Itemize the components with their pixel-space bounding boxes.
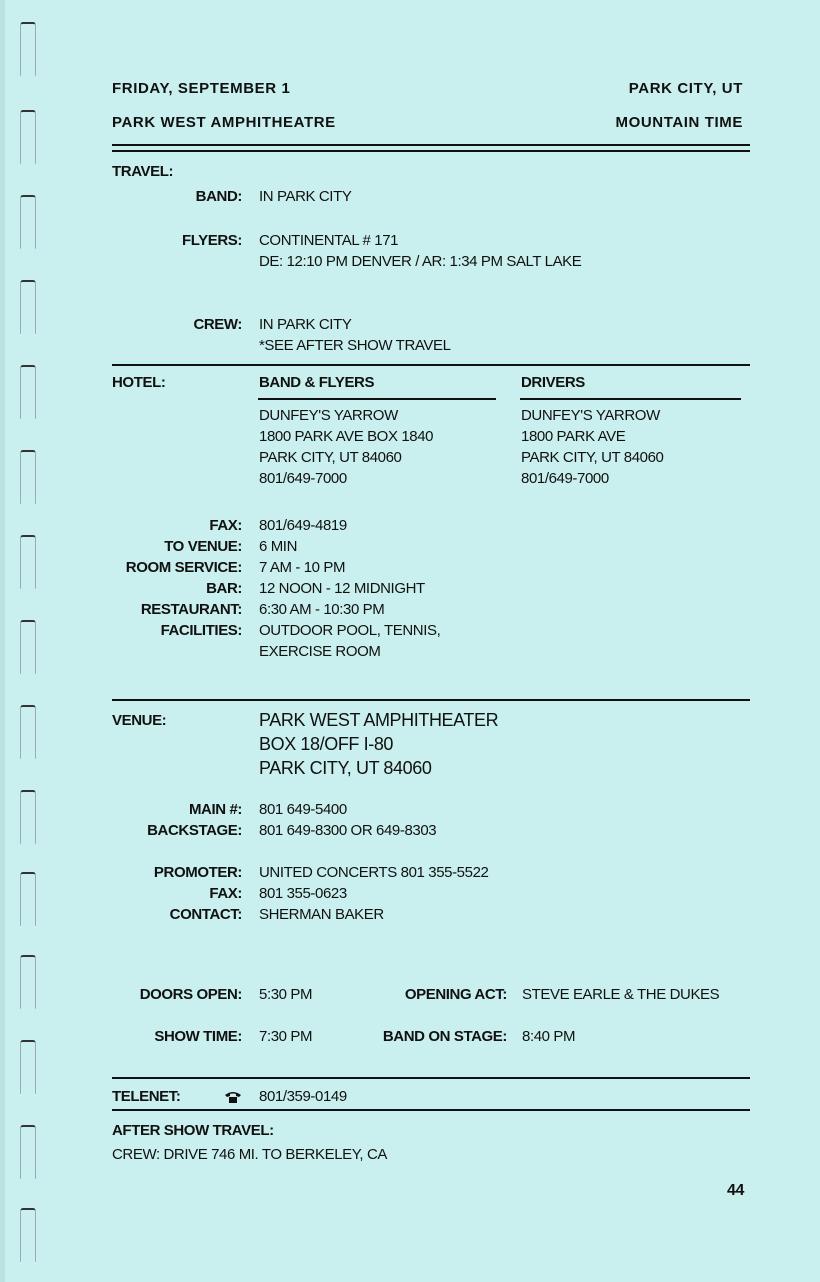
hotel-col1-line: DUNFEY'S YARROW <box>259 407 398 424</box>
binder-hole <box>20 1125 36 1179</box>
header-timezone: MOUNTAIN TIME <box>615 114 743 131</box>
venue-main-label: MAIN #: <box>188 801 242 818</box>
hotel-col1-title: BAND & FLYERS <box>259 374 375 391</box>
after-show-text: CREW: DRIVE 746 MI. TO BERKELEY, CA <box>112 1146 387 1163</box>
telephone-icon <box>224 1090 242 1109</box>
venue-backstage-label: BACKSTAGE: <box>147 822 242 839</box>
venue-heading: VENUE: <box>112 712 167 729</box>
header-city: PARK CITY, UT <box>628 80 743 97</box>
hotel-detail-label: FAX: <box>209 517 242 534</box>
hotel-rule <box>112 699 750 701</box>
hotel-detail-value: 6:30 AM - 10:30 PM <box>259 601 385 618</box>
venue-contact-value: SHERMAN BAKER <box>259 906 384 923</box>
hotel-col2-line: 801/649-7000 <box>521 470 609 487</box>
venue-address-line: BOX 18/OFF I-80 <box>259 734 394 754</box>
travel-flyers-label: FLYERS: <box>182 232 242 249</box>
travel-rule <box>112 364 750 366</box>
hotel-detail-label: TO VENUE: <box>164 538 242 555</box>
hotel-facilities-line2: EXERCISE ROOM <box>259 643 381 660</box>
hotel-detail-label: RESTAURANT: <box>140 601 242 618</box>
venue-onstage-value: 8:40 PM <box>522 1028 576 1045</box>
venue-opening-value: STEVE EARLE & THE DUKES <box>522 986 720 1003</box>
travel-crew-label: CREW: <box>193 316 242 333</box>
venue-doors-label: DOORS OPEN: <box>139 986 242 1003</box>
binder-hole <box>20 22 36 76</box>
venue-onstage-label: BAND ON STAGE: <box>382 1028 507 1045</box>
hotel-detail-value: OUTDOOR POOL, TENNIS, <box>259 622 441 639</box>
hotel-detail-value: 801/649-4819 <box>259 517 347 534</box>
header-date: FRIDAY, SEPTEMBER 1 <box>112 80 291 97</box>
venue-contact-label: CONTACT: <box>169 906 242 923</box>
travel-heading: TRAVEL: <box>112 163 174 180</box>
travel-crew-line2: *SEE AFTER SHOW TRAVEL <box>259 337 451 354</box>
travel-band-value: IN PARK CITY <box>259 188 352 205</box>
venue-main-value: 801 649-5400 <box>259 801 347 818</box>
hotel-col1-line: PARK CITY, UT 84060 <box>259 449 402 466</box>
binder-hole <box>20 110 36 164</box>
hotel-heading: HOTEL: <box>112 374 166 391</box>
hotel-detail-value: 12 NOON - 12 MIDNIGHT <box>259 580 425 597</box>
hotel-detail-label: BAR: <box>206 580 242 597</box>
telenet-rule <box>112 1109 750 1111</box>
venue-fax-label: FAX: <box>209 885 242 902</box>
venue-show-label: SHOW TIME: <box>154 1028 242 1045</box>
hotel-col2-line: DUNFEY'S YARROW <box>521 407 660 424</box>
page-edge <box>0 0 5 1282</box>
hotel-detail-label: FACILITIES: <box>160 622 242 639</box>
hotel-detail-label: ROOM SERVICE: <box>125 559 242 576</box>
after-show-heading: AFTER SHOW TRAVEL: <box>112 1122 274 1139</box>
venue-promoter-value: UNITED CONCERTS 801 355-5522 <box>259 864 489 881</box>
binder-hole <box>20 365 36 419</box>
venue-doors-value: 5:30 PM <box>259 986 313 1003</box>
binder-hole <box>20 705 36 759</box>
header-rule-1 <box>112 144 750 146</box>
hotel-detail-value: 7 AM - 10 PM <box>259 559 346 576</box>
venue-fax-value: 801 355-0623 <box>259 885 347 902</box>
hotel-col1-line: 801/649-7000 <box>259 470 347 487</box>
travel-band-label: BAND: <box>195 188 242 205</box>
venue-address-line: PARK CITY, UT 84060 <box>259 758 432 778</box>
venue-address-line: PARK WEST AMPHITHEATER <box>259 710 499 730</box>
venue-show-value: 7:30 PM <box>259 1028 313 1045</box>
telenet-value: 801/359-0149 <box>259 1088 347 1105</box>
travel-crew-line1: IN PARK CITY <box>259 316 352 333</box>
hotel-col2-title: DRIVERS <box>521 374 585 391</box>
venue-opening-label: OPENING ACT: <box>404 986 507 1003</box>
travel-flyers-line2: DE: 12:10 PM DENVER / AR: 1:34 PM SALT LAKE <box>259 253 582 270</box>
hotel-col1-rule <box>258 398 496 400</box>
header-rule-2 <box>112 150 750 152</box>
travel-flyers-line1: CONTINENTAL # 171 <box>259 232 399 249</box>
venue-backstage-value: 801 649-8300 OR 649-8303 <box>259 822 437 839</box>
page-number: 44 <box>727 1182 744 1199</box>
hotel-col2-line: 1800 PARK AVE <box>521 428 626 445</box>
binder-hole <box>20 1040 36 1094</box>
binder-hole <box>20 1208 36 1262</box>
venue-rule <box>112 1077 750 1079</box>
telenet-label: TELENET: <box>112 1088 181 1105</box>
hotel-col2-rule <box>520 398 741 400</box>
hotel-col2-line: PARK CITY, UT 84060 <box>521 449 664 466</box>
hotel-col1-line: 1800 PARK AVE BOX 1840 <box>259 428 434 445</box>
header-venue: PARK WEST AMPHITHEATRE <box>112 114 336 131</box>
venue-promoter-label: PROMOTER: <box>153 864 242 881</box>
binder-hole <box>20 450 36 504</box>
hotel-detail-value: 6 MIN <box>259 538 298 555</box>
